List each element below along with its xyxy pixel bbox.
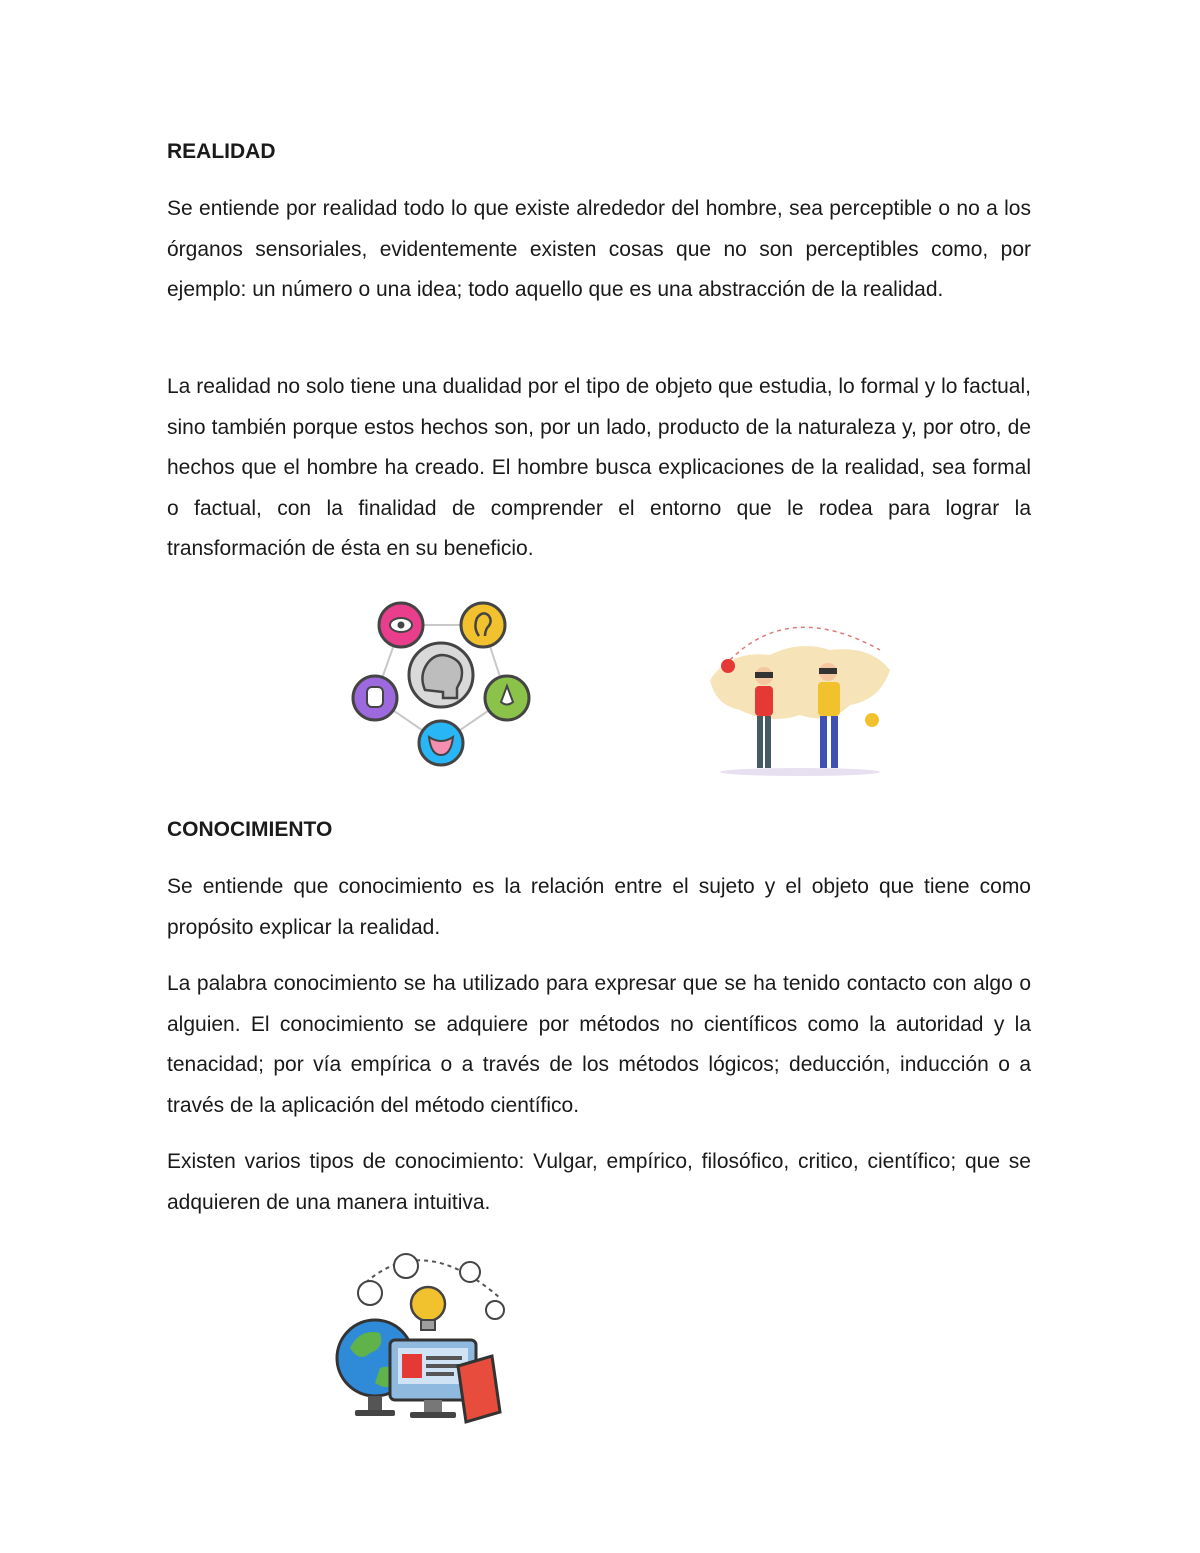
paragraph-realidad-2: La realidad no solo tiene una dualidad por el tipo de objeto que estudia, lo formal y lo factual, sino también porque estos hechos son, por un lado, producto de la naturaleza y, por otro, de hechos que el hombre ha creado. El hombre busca explicaciones de la realidad, sea formal o factual, con la finalidad de comprender el entorno que le rodea para lograr la transformación de ésta en su beneficio. <box>167 375 1031 560</box>
paragraph-conocimiento-3: Existen varios tipos de conocimiento: Vulgar, empírico, filosófico, critico, científico; que se adquieren de una manera intuitiva. <box>167 1150 1031 1214</box>
globe-computer-bulb-book-icon <box>330 1248 510 1428</box>
people-vr-world-map-icon <box>700 590 900 780</box>
heading-conocimiento: CONOCIMIENTO <box>167 818 333 841</box>
heading-realidad: REALIDAD <box>167 140 276 163</box>
five-senses-brain-icon <box>345 590 545 780</box>
paragraph-realidad-1: Se entiende por realidad todo lo que existe alrededor del hombre, sea perceptible o no a los órganos sensoriales, evidentemente existen cosas que no son perceptibles como, por ejemplo: un número o una idea; todo aquello que es una abstracción de la realidad. <box>167 197 1031 301</box>
paragraph-conocimiento-2: La palabra conocimiento se ha utilizado para expresar que se ha tenido contacto con algo o alguien. El conocimiento se adquiere por métodos no científicos como la autoridad y la tenacidad; por vía empírica o a través de los métodos lógicos; deducción, inducción o a través de la aplicación del método científico. <box>167 972 1031 1117</box>
paragraph-conocimiento-1: Se entiende que conocimiento es la relación entre el sujeto y el objeto que tiene como propósito explicar la realidad. <box>167 875 1031 939</box>
